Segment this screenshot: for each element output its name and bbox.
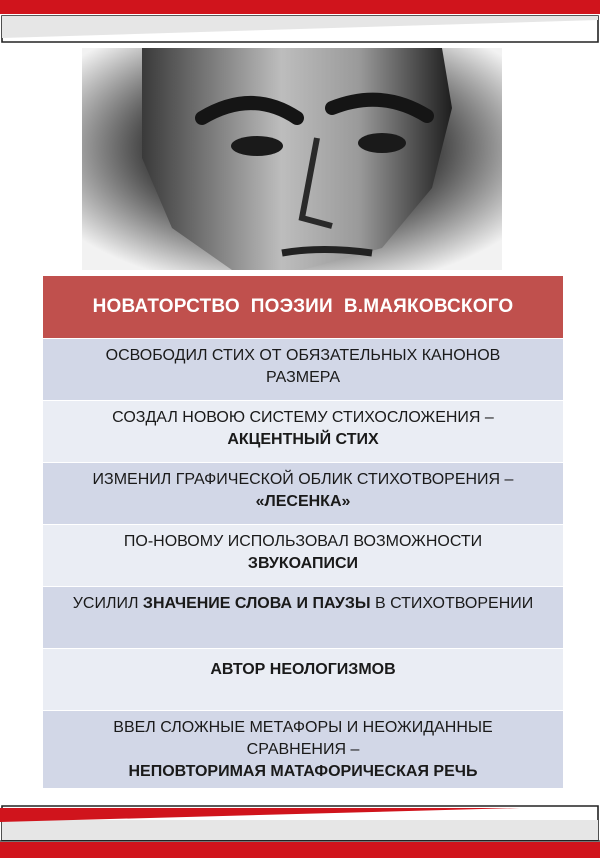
top-decorative-band: [0, 0, 600, 48]
table-row: ВВЕЛ СЛОЖНЫЕ МЕТАФОРЫ И НЕОЖИДАННЫЕ СРАВНЕНИЯ – НЕПОВТОРИМАЯ МАТАФОРИЧЕСКАЯ РЕЧЬ: [43, 710, 563, 788]
table-row: ПО-НОВОМУ ИСПОЛЬЗОВАЛ ВОЗМОЖНОСТИ ЗВУКОАПИСИ: [43, 524, 563, 586]
bottom-decorative-band: [0, 800, 600, 864]
table-row: УСИЛИЛ ЗНАЧЕНИЕ СЛОВА И ПАУЗЫ В СТИХОТВОРЕНИИ: [43, 586, 563, 648]
table-row: АВТОР НЕОЛОГИЗМОВ: [43, 648, 563, 710]
table-row: ОСВОБОДИЛ СТИХ ОТ ОБЯЗАТЕЛЬНЫХ КАНОНОВ РАЗМЕРА: [43, 338, 563, 400]
table-row: СОЗДАЛ НОВОЮ СИСТЕМУ СТИХОСЛОЖЕНИЯ – АКЦЕНТНЫЙ СТИХ: [43, 400, 563, 462]
table-row: ИЗМЕНИЛ ГРАФИЧЕСКОЙ ОБЛИК СТИХОТВОРЕНИЯ – «ЛЕСЕНКА»: [43, 462, 563, 524]
portrait-photo: [82, 48, 502, 270]
table-header: НОВАТОРСТВО ПОЭЗИИ В.МАЯКОВСКОГО: [43, 276, 563, 338]
innovation-table: [43, 276, 563, 788]
